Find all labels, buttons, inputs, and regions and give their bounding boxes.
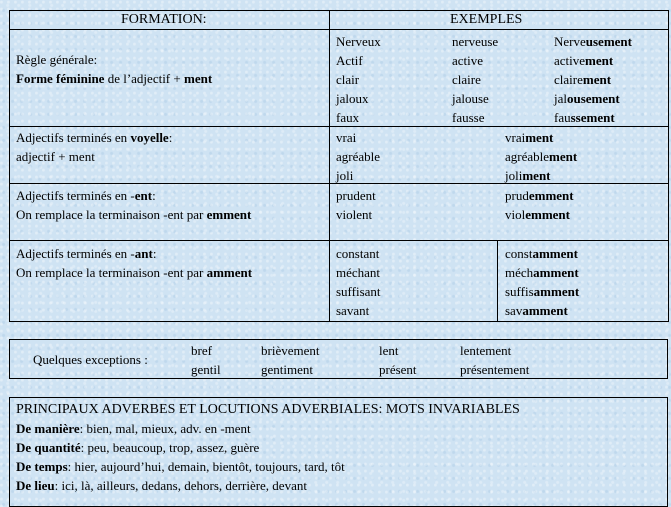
rule-keyword: ant xyxy=(134,246,153,261)
example-adverb xyxy=(505,246,578,261)
adverb-stem: vrai xyxy=(505,130,526,145)
adverb-stem: Nerve xyxy=(554,34,586,49)
adverb-suffix: ousement xyxy=(567,91,620,106)
rule-colon: : xyxy=(152,188,156,203)
adverb-suffix: ment xyxy=(525,130,554,145)
example-adverb xyxy=(554,34,632,49)
example-adjective: constant xyxy=(336,246,380,261)
example-masc: jaloux xyxy=(336,91,369,106)
exception-adverb: présentement xyxy=(460,362,530,377)
example-fem: jalouse xyxy=(452,91,489,106)
adverb-suffix: ment xyxy=(522,168,551,183)
example-adjective: joli xyxy=(336,168,354,183)
adverb-suffix: amment xyxy=(532,246,578,261)
adverb-stem: prud xyxy=(505,188,529,203)
example-masc: faux xyxy=(336,110,360,125)
rule-general-label: Règle générale: xyxy=(16,52,98,67)
adverb-stem: sav xyxy=(505,303,523,318)
example-adverb xyxy=(505,168,551,183)
example-adverb xyxy=(505,265,579,280)
adverb-stem: agréable xyxy=(505,149,550,164)
rule-text: On remplace la terminaison -ent par xyxy=(16,265,207,280)
rule-text: On remplace la terminaison -ent par xyxy=(16,207,207,222)
example-adverb xyxy=(554,110,615,125)
header-exemples: EXEMPLES xyxy=(450,12,523,27)
adverb-suffix: emment xyxy=(525,207,570,222)
exception-adjective: bref xyxy=(191,343,212,358)
adverb-suffix: amment xyxy=(522,303,568,318)
category-list: : ici, là, ailleurs, dedans, dehors, derrière, devant xyxy=(54,478,307,493)
rule-ent-formula xyxy=(16,207,251,222)
adverb-stem: viol xyxy=(505,207,526,222)
rule-ent-label xyxy=(16,188,156,203)
adverb-stem: active xyxy=(554,53,586,68)
exception-adjective: lent xyxy=(379,343,399,358)
example-adverb xyxy=(505,303,568,318)
adverb-suffix: amment xyxy=(533,284,580,299)
category-list: : hier, aujourd’hui, demain, bientôt, toujours, tard, tôt xyxy=(67,459,345,474)
rule-voyelle-formula: adjectif + ment xyxy=(16,149,95,164)
adverb-stem: joli xyxy=(505,168,523,183)
example-adjective: violent xyxy=(336,207,373,222)
example-adjective: savant xyxy=(336,303,370,318)
example-adjective: prudent xyxy=(336,188,376,203)
example-adverb xyxy=(505,284,579,299)
rule-general-formula xyxy=(16,71,212,86)
example-adverb xyxy=(554,72,611,87)
adverb-stem: claire xyxy=(554,72,583,87)
exception-adjective: gentil xyxy=(191,362,221,377)
adverb-suffix: ment xyxy=(585,53,614,68)
example-masc: clair xyxy=(336,72,360,87)
category-name: De temps xyxy=(16,459,68,474)
example-masc: Actif xyxy=(336,53,363,68)
adverb-category xyxy=(16,459,345,474)
category-name: De manière xyxy=(16,421,80,436)
adverb-category xyxy=(16,421,251,436)
adverb-stem: fau xyxy=(554,110,571,125)
example-adjective: suffisant xyxy=(336,284,381,299)
category-name: De quantité xyxy=(16,440,81,455)
header-formation: FORMATION: xyxy=(121,12,207,27)
exception-adverb: gentiment xyxy=(261,362,313,377)
formula-bold: Forme féminine xyxy=(16,71,105,86)
example-fem: nerveuse xyxy=(452,34,499,49)
adverb-stem: const xyxy=(505,246,533,261)
example-adverb xyxy=(505,207,570,222)
rule-keyword: emment xyxy=(206,207,252,222)
rule-voyelle-label xyxy=(16,130,172,145)
example-adverb xyxy=(505,188,574,203)
example-adverb xyxy=(505,130,553,145)
adverb-category xyxy=(16,478,307,493)
category-list: : bien, mal, mieux, adv. en -ment xyxy=(79,421,251,436)
adverb-category xyxy=(16,440,259,455)
adverb-suffix: ment xyxy=(582,72,612,87)
exception-adverb: lentement xyxy=(460,343,512,358)
example-adverb xyxy=(554,53,613,68)
rule-keyword: amment xyxy=(206,265,253,280)
rule-ant-label xyxy=(16,246,156,261)
example-adverb xyxy=(554,91,620,106)
adverb-stem: méch xyxy=(505,265,534,280)
exceptions-label: Quelques exceptions : xyxy=(33,352,148,367)
formula-middle: de l’adjectif + xyxy=(104,71,184,86)
example-adjective: vrai xyxy=(336,130,357,145)
rule-ant-formula xyxy=(16,265,252,280)
rule-text: Adjectifs terminés en - xyxy=(16,188,135,203)
exception-adverb: brièvement xyxy=(261,343,320,358)
rule-keyword: voyelle xyxy=(130,130,169,145)
example-masc: Nerveux xyxy=(336,34,381,49)
adverb-suffix: ssement xyxy=(570,110,615,125)
rule-text: Adjectifs terminés en xyxy=(16,130,131,145)
example-fem: claire xyxy=(452,72,481,87)
formula-suffix: ment xyxy=(183,71,213,86)
example-fem: active xyxy=(452,53,484,68)
adverb-suffix: ment xyxy=(549,149,578,164)
category-list: : peu, beaucoup, trop, assez, guère xyxy=(80,440,260,455)
rule-colon: : xyxy=(152,246,157,261)
adverb-suffix: usement xyxy=(585,34,632,49)
adverb-stem: jal xyxy=(554,91,567,106)
rule-text: Adjectifs terminés en - xyxy=(16,246,135,261)
rule-colon: : xyxy=(168,130,173,145)
adverb-suffix: emment xyxy=(528,188,574,203)
example-fem: fausse xyxy=(452,110,485,125)
category-name: De lieu xyxy=(16,478,55,493)
example-adjective: méchant xyxy=(336,265,381,280)
adverbes-title: PRINCIPAUX ADVERBES ET LOCUTIONS ADVERBIALES: MOTS INVARIABLES xyxy=(16,402,520,417)
example-adjective: agréable xyxy=(336,149,381,164)
example-adverb xyxy=(505,149,577,164)
exception-adjective: présent xyxy=(379,362,417,377)
rule-keyword: ent xyxy=(134,188,153,203)
adverb-suffix: amment xyxy=(533,265,579,280)
adverb-stem: suffis xyxy=(505,284,534,299)
